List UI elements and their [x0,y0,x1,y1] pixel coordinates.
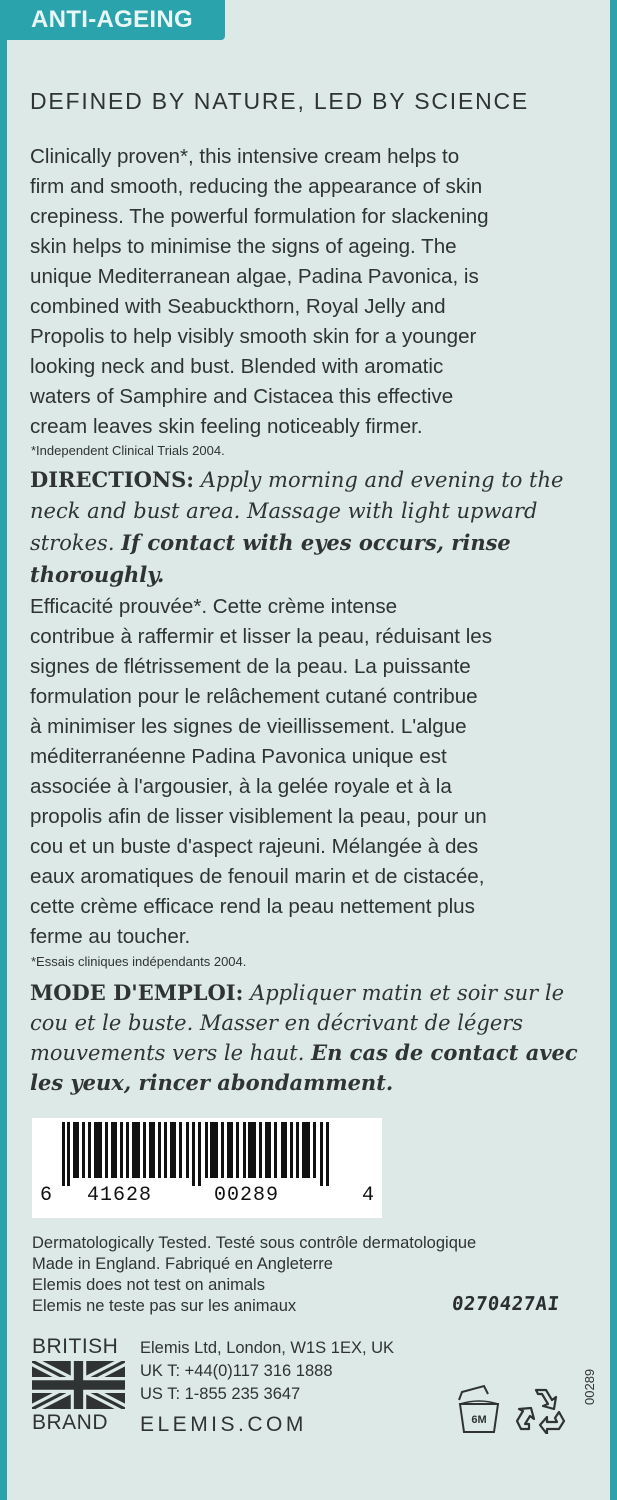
description-fr-line: méditerranéenne Padina Pavonica unique est [30,745,447,768]
website: ELEMIS.COM [140,1413,307,1436]
directions-en [30,464,605,591]
vertical-product-code: 00289 [582,1368,597,1405]
description-fr-line: Efficacité prouvée*. Cette crème intense [30,595,398,618]
description-fr [30,592,605,952]
batch-code: 0270427AI [450,1293,561,1315]
clinical-trials-footnote-fr: *Essais cliniques indépendants 2004. [31,954,247,969]
description-fr-line: propolis afin de lisser visiblement la peau, pour un [30,805,487,828]
mode-emploi-heading: MODE D'EMPLOI: [30,980,244,1005]
right-teal-border [610,0,617,1500]
eye-contact-warning: If contact with eyes occurs, rinse thoroughly. [30,530,511,587]
legal-line: Elemis ne teste pas sur les animaux [32,1297,297,1315]
description-en-line: looking neck and bust. Blended with aromatic [30,355,444,378]
period-after-opening-icon [454,1384,504,1436]
description-fr-line: eaux aromatiques de fenouil marin et de cistacée, [30,865,485,888]
left-teal-border [0,0,7,1500]
address-line: Elemis Ltd, London, W1S 1EX, UK [140,1339,395,1357]
description-fr-line: associée à l'argousier, à la gelée royale et à la [30,775,452,798]
description-fr-line: formulation pour le relâchement cutané contribue [30,685,478,708]
legal-line: Elemis does not test on animals [32,1276,265,1294]
company-address [140,1337,394,1406]
union-jack-flag-icon [32,1361,125,1409]
description-en-line: skin helps to minimise the signs of ageing. The [30,235,457,258]
category-tab [7,0,225,40]
barcode-right-group: 00289 [214,1184,280,1207]
description-fr-line: cette crème efficace rend la peau nettement plus [30,895,475,918]
barcode-left-group: 41628 [87,1184,153,1207]
description-en-line: Clinically proven*, this intensive cream helps to [30,145,460,168]
recycle-icon [515,1384,569,1434]
brand-label: BRAND [32,1411,109,1434]
description-en-line: waters of Samphire and Cistacea this effective [30,385,454,408]
british-label: BRITISH [32,1335,119,1358]
category-tab-label: ANTI-AGEING [31,6,193,33]
address-line: US T: 1-855 235 3647 [140,1385,301,1403]
description-fr-line: cou et un buste d'aspect rajeuni. Mélangée à des [30,835,479,858]
description-en-line: cream leaves skin feeling noticeably firmer. [30,415,423,438]
barcode-last-digit: 4 [362,1184,375,1207]
description-fr-line: contribue à raffermir et lisser la peau, réduisant les [30,625,493,648]
directions-instructions: Apply morning and evening to the neck and bust area. Massage with light upward strokes. [30,468,564,555]
directions-heading: DIRECTIONS: [30,467,195,492]
description-fr-line: ferme au toucher. [30,925,191,948]
description-en-line: combined with Seabuckthorn, Royal Jelly and [30,295,446,318]
barcode-digits [32,1182,382,1212]
pao-label: 6M [471,1414,487,1426]
barcode-first-digit: 6 [40,1184,53,1207]
mode-emploi-instructions: Appliquer matin et soir sur le cou et le buste. Masser en décrivant de légers mouvements vers le haut. [30,981,564,1065]
directions-fr [30,978,605,1098]
description-en-line: Propolis to help visibly smooth skin for a younger [30,325,477,348]
eye-contact-warning-fr: En cas de contact avec les yeux, rincer abondamment. [30,1040,578,1095]
description-en [30,142,600,442]
description-fr-line: à minimiser les signes de vieillissement. L'algue [30,715,467,738]
legal-line: Dermatologically Tested. Testé sous contrôle dermatologique [32,1234,477,1252]
legal-line: Made in England. Fabriqué en Angleterre [32,1255,333,1273]
address-line: UK T: +44(0)117 316 1888 [140,1362,333,1380]
description-fr-line: signes de flétrissement de la peau. La puissante [30,655,471,678]
barcode-bars [62,1122,352,1186]
description-en-line: unique Mediterranean algae, Padina Pavonica, is [30,265,479,288]
brand-tagline: DEFINED BY NATURE, LED BY SCIENCE [30,88,530,114]
clinical-trials-footnote-en: *Independent Clinical Trials 2004. [31,443,225,458]
description-en-line: firm and smooth, reducing the appearance of skin [30,175,483,198]
barcode [32,1118,382,1218]
legal-statements [32,1233,476,1317]
description-en-line: crepiness. The powerful formulation for slackening [30,205,489,228]
